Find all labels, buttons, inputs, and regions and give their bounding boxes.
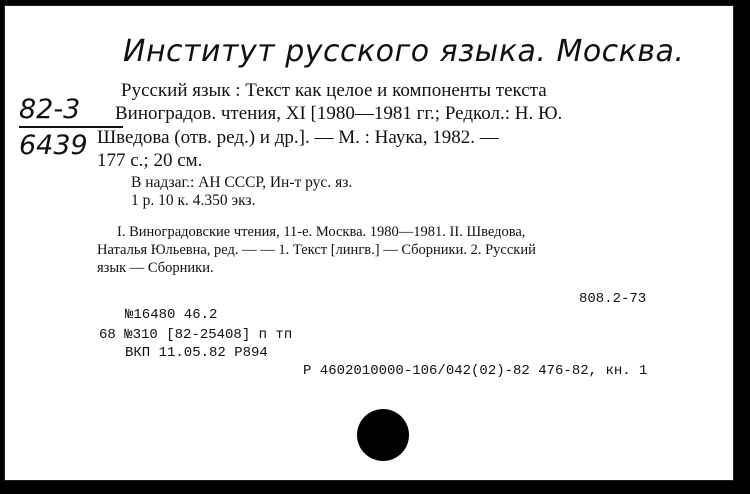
tracings-line-3: язык — Сборники.	[97, 260, 214, 276]
entry-price-line: 1 р. 10 к. 4.350 экз.	[131, 192, 256, 209]
footer-line-4: Р 4602010000-106/042(02)-82 476-82, кн. 1	[303, 363, 648, 379]
entry-note-line: В надзаг.: АН СССР, Ин-т рус. яз.	[131, 174, 353, 191]
entry-line-2: Виноградов. чтения, XI [1980—1981 гг.; Редкол.: Н. Ю.	[115, 103, 563, 124]
classification-number: 808.2-73	[579, 291, 647, 307]
footer-line-2: 68 №310 [82-25408] п тп	[99, 327, 293, 343]
handwritten-institution-header: Институт русского языка. Москва.	[123, 34, 685, 69]
card-punch-hole	[357, 409, 409, 461]
tracings-line-1: I. Виноградовские чтения, 11-е. Москва. 1980—1981. II. Шведова,	[117, 224, 526, 240]
entry-line-3: Шведова (отв. ред.) и др.]. — М. : Наука, 1982. —	[97, 127, 499, 148]
tracings-line-2: Наталья Юльевна, ред. — — 1. Текст [лингв.] — Сборники. 2. Русский	[97, 242, 536, 258]
entry-line-4: 177 с.; 20 см.	[97, 150, 203, 171]
handwritten-call-number-top: 82-3	[19, 94, 81, 125]
entry-title-line: Русский язык : Текст как целое и компоненты текста	[121, 80, 547, 101]
footer-line-1: №16480 46.2	[125, 307, 218, 323]
footer-line-3: ВКП 11.05.82 Р894	[125, 345, 268, 361]
handwritten-call-number-bottom: 6439	[19, 130, 88, 161]
catalog-card	[4, 5, 734, 481]
